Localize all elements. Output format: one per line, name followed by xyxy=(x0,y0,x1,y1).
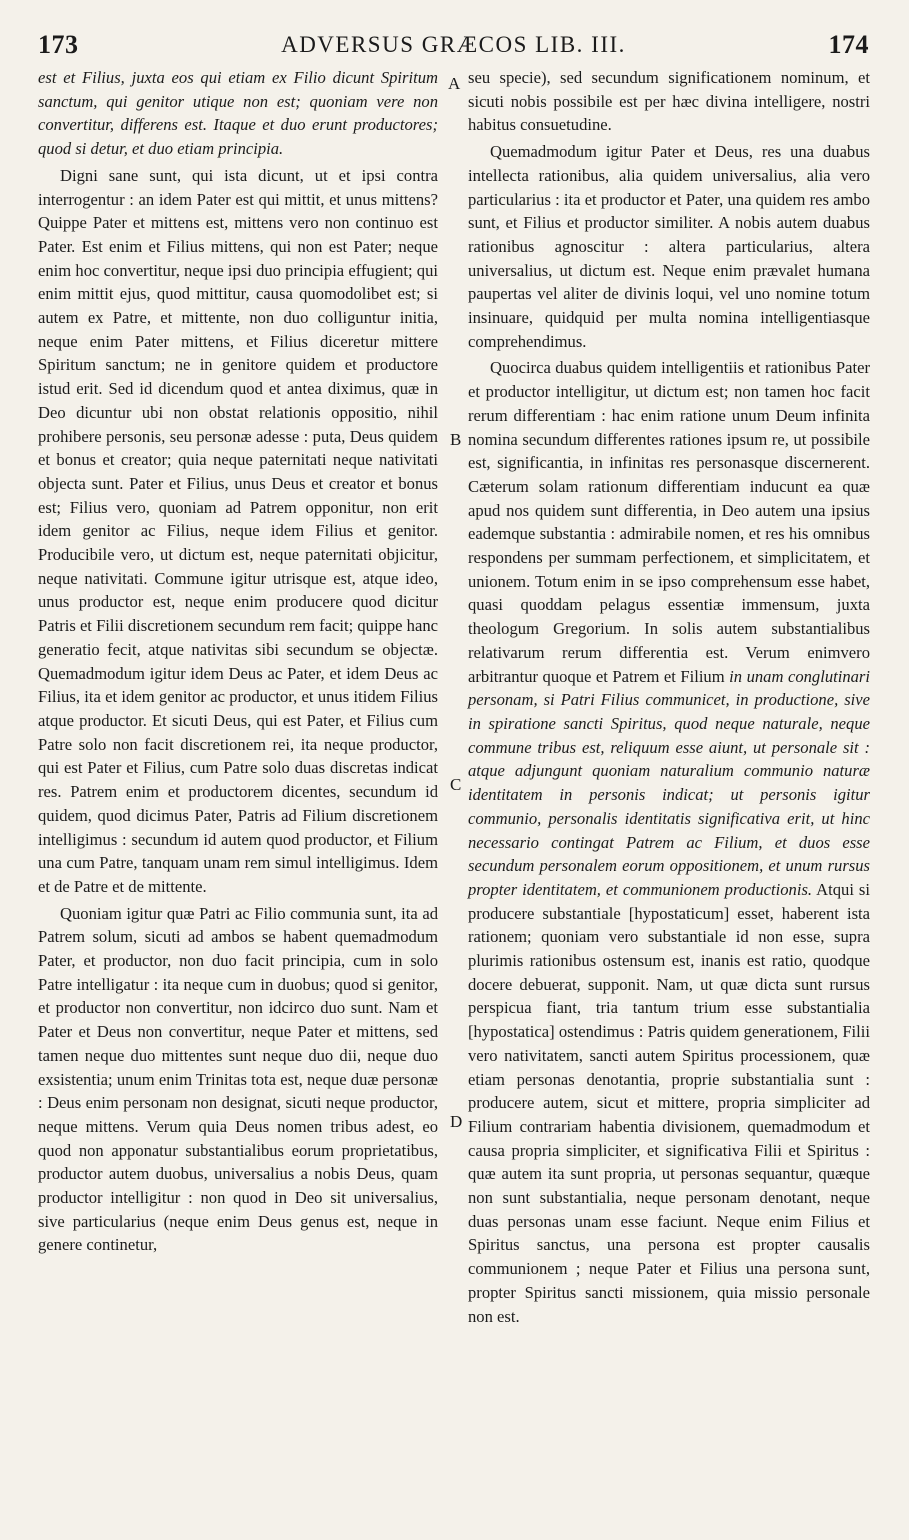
left-column xyxy=(38,66,438,1257)
paragraph: Digni sane sunt, qui ista dicunt, ut et ipsi contra interrogentur : an idem Pater est qui mittit, et unus mittens? Quippe Pater et mittens est, mittens vero non continuo est Pater. Est enim et Filius mittens, qui non est Pater; neque enim hoc convertitur, neque ipsi duo principia effugient; qui enim mittit ejus, quod mittitur, causa quomodolibet est; si autem ex Patre, et mittente, non duo colliguntur initia, neque enim Pater mittens, et Filius diceretur mittere Spiritum sanctum; ne in genitore quidem et productore istud erit. Sed id dicendum quod et antea diximus, quæ in Deo dicuntur ubi non obstat relationis oppositio, nihil prohibere personis, seu personæ adesse : puta, Deus quidem et bonus et creator; quia neque paternitati neque nativitati objecta sunt. Pater et Filius, unus Deus et creator et bonus est; Filius vero, quoniam ad Patrem opponitur, non erit idem genitor ac Filius, neque idem Filius et genitor. Producibile vero, ut dictum est, neque paternitati objicitur, neque nativitati. Commune igitur utrisque est, atque ideo, unus productor est, neque enim producere quod dicitur Patris et Filii discretionem secundum rem facit; quippe hanc generatio fecit, atque nativitas sibi secundum se objectæ. Quemadmodum igitur idem Deus ac Pater, et idem Deus ac Filius, ita et idem genitor ac productor, et unus itidem Filius atque productor. Et sicuti Deus, qui est Pater, et Filius cum Patre solo non facit discretionem rei, ita neque productor, qui est Pater et Filius, cum Patre solo duas discretas indicat res. Patrem enim et productorem dicentes, secundum id quidem, quod dicimus Pater, Patris ad Filium discretionem intelligimus : secundum id autem quod productor, et Filium una cum Patre, tanquam unam rem simul intelligimus. Idem et de Patre et de mittente. xyxy=(38,165,438,896)
running-title: ADVERSUS GRÆCOS LIB. III. xyxy=(281,32,626,57)
paragraph: Quoniam igitur quæ Patri ac Filio communia sunt, ita ad Patrem solum, sicuti ad ambos se habent quemadmodum Pater, et productor, non duo facit principia, cum in solo Patre intelligatur : ita neque cum in duobus; quod si genitor, et productor non convertitur, non idcirco duo sunt. Nam et Pater et Deus non convertitur, neque Pater et mittens, sed tamen neque duo mittentes sunt neque duo dii, neque duo exsistentia; unum enim Trinitas tota est, neque duæ personæ : Deus enim personam non designat, sicuti neque productor, neque mittens. Verum quia Deus nomen tribus adest, eo quod non apponatur substantialibus eorum proprietatibus, productor autem duobus, universalius a nobis Deus, quam productor intelligitur : non quod in Deo sit universalius, sive particularius (neque enim Deus genus est, neque in genere continetur, xyxy=(38,903,438,1255)
margin-letter-d: D xyxy=(450,1112,463,1131)
page-header xyxy=(38,30,869,62)
margin-letter-b: B xyxy=(450,430,462,449)
paragraph-text: Atqui si producere substantiale [hypostaticum] esset, haberent ista rationem; quoniam vero substantiale id non esse, supra plurimis rationibus ostensum est, inanis est ratio, quodque docere debuerat, supponit. Nam, ut quæ dicta sunt rursus perspicua fiant, tria tantum trium esse substantialia [hypostatica] ostendimus : Patris quidem generationem, Filii vero nativitatem, sancti autem Spiritus processionem, quæ etiam personas denotantia, proprie substantialia sunt : producere autem, sicut et mittere, propria simpliciter ad Filium contrariam habentia divisionem, quemadmodum et causa propria simpliciter, et significativa Filii et Spiritus : quæ autem ita sunt propria, ut personas sequantur, quæque non sunt substantialia, neque personam denotant, neque duas personas unam esse faciunt. Neque enim Filius et Spiritus sanctus, una persona est propter causalis communionem ; neque Pater et Filius una persona sunt, propter Spiritus sancti missionem, quia missio personale non est. xyxy=(468,879,871,1326)
paragraph xyxy=(468,356,870,1328)
paragraph-italic-text: in unam conglutinari personam, si Patri Filius communicet, in productione, sive in spiratione sancti Spiritus, quod neque naturale, neque commune tribus est, reliquum esse aiunt, ut personale sit : atque adjungunt quoniam naturalium communio naturæ identitatem in personis indicat; ut personis igitur communio, personalis identitatis significativa erit, ut hinc necessario contingat Patrem ac Filium, et duos esse secundum personalem eorum oppositionem, et unum rursus propter identitatem, et communionem productionis. xyxy=(468,666,870,899)
paragraph-text: Quocirca duabus quidem intelligentiis et rationibus Pater et productor intelligitur, ut dictum est; non tamen hoc facit rerum differentiam : hac enim ratione unum Deum infinita nomina secundum differentes rationes ipsum re, ut possibile est, significantia, in infinitas res personasque discernerent. Cæterum solam rationum differentiam inducunt ea quæ apud nos quidem sunt differentia, in Deo autem una ipsius eademque substantia : admirabile nomen, et res his omnibus respondens per summam perfectionem, et simplicitatem, et unionem. Totum enim in se ipso comprehensum esse habet, quasi quoddam pelagus essentiæ immensum, juxta theologum Gregorium. In solis autem substantialibus relativarum rerum differentia est. Verum enimvero arbitrantur quoque et Patrem et Filium xyxy=(468,358,870,686)
right-column xyxy=(468,66,870,1328)
page-number-right: 174 xyxy=(828,30,869,59)
paragraph: seu specie), sed secundum significationem nominum, et sicuti nobis possibile est per hæc divina intelligere, nostri habitus consuetudine. xyxy=(468,68,870,135)
paragraph: est et Filius, juxta eos qui etiam ex Filio dicunt Spiritum sanctum, qui genitor utique non est; quoniam vere non convertitur, differens est. Itaque et duo erunt productores; quod si detur, et duo etiam principia. xyxy=(38,68,438,159)
paragraph: Quemadmodum igitur Pater et Deus, res una duabus intellecta rationibus, alia quidem universalius, alia vero particularius : ita et productor et Pater, una quidem res ambo sunt, et Filius et productor similiter. A nobis autem duabus rationibus agnoscitur : altera particularius, altera universalius, ut dictum est. Neque enim prævalet humana paupertas vel aliter de divinis loqui, vel uno nomine totum insinuare, quidquid per multa nomina intelligentiasque comprehendimus. xyxy=(468,142,870,351)
margin-letter-c: C xyxy=(450,775,462,794)
margin-letter-a: A xyxy=(448,74,461,93)
page-number-left: 173 xyxy=(38,30,79,59)
